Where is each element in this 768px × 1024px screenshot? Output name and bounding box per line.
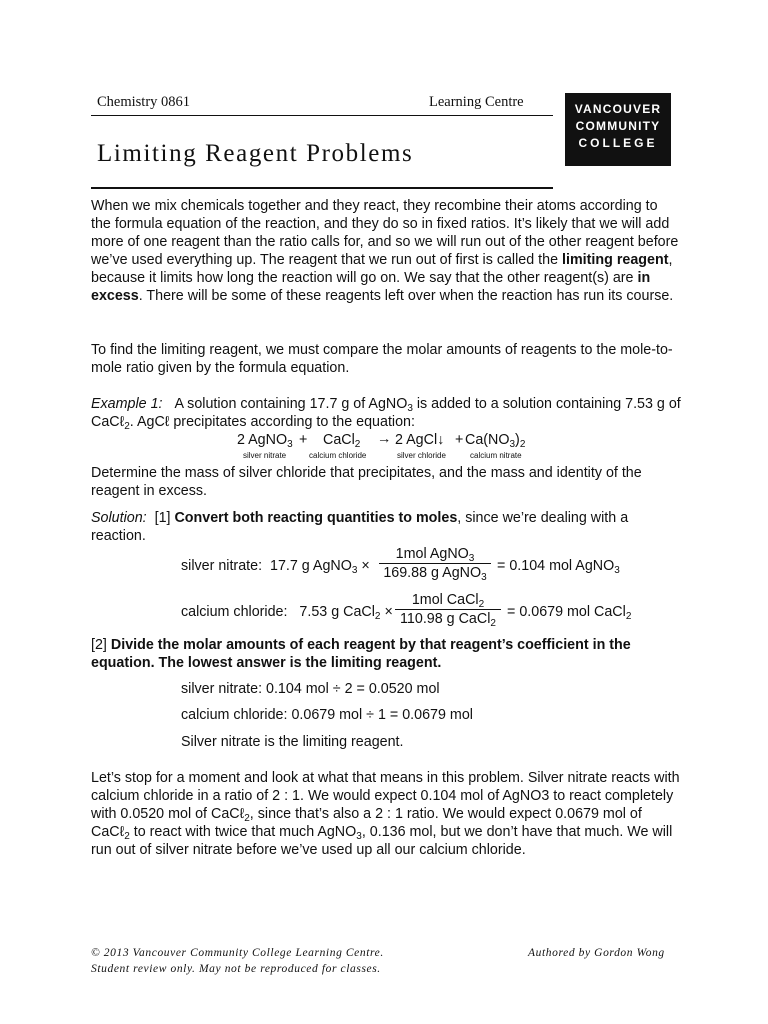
eq-product-2	[465, 432, 525, 448]
conv2-times: ×	[384, 604, 393, 620]
conv1-den: 169.88 g AgNO	[383, 565, 482, 581]
conv2-num: 1mol CaCl	[411, 592, 479, 608]
footer-copyright: © 2013 Vancouver Community College Learning Centre.	[91, 947, 384, 959]
logo-line-3: COLLEGE	[578, 136, 658, 150]
eq-r2: CaCl	[323, 432, 355, 448]
intro-paragraph	[91, 197, 681, 305]
eq-p2-close: )	[515, 432, 520, 448]
method-paragraph: To find the limiting reagent, we must compare the molar amounts of reagents to the mole-to-mole ratio given by the formula equation.	[91, 342, 673, 376]
division-silver-nitrate: silver nitrate: 0.104 mol ÷ 2 = 0.0520 mol	[181, 681, 440, 697]
eq-plus-2: +	[455, 432, 464, 448]
eq-r1: 2 AgNO	[237, 432, 288, 448]
solution-step-2	[91, 636, 681, 672]
conv2-result	[507, 603, 631, 621]
conv1-num: 1mol AgNO	[395, 546, 469, 562]
eq-reactant-2	[323, 432, 360, 448]
conversion-calcium-chloride	[181, 591, 661, 635]
eq-arrow: →	[377, 431, 392, 447]
conv1-amount-sub: 3	[351, 565, 358, 576]
conv1-times: ×	[361, 558, 370, 574]
example-sub-2: 2	[124, 421, 130, 432]
conv2-result-text: = 0.0679 mol CaCl	[507, 604, 626, 620]
precipitate-arrow: ↓	[437, 432, 445, 448]
eq-label-calcium-nitrate: calcium nitrate	[470, 451, 522, 460]
eq-r2-sub: 2	[354, 439, 361, 450]
conv1-amount: 17.7 g AgNO	[270, 558, 352, 574]
eq-r1-sub: 3	[287, 439, 293, 450]
example-question: Determine the mass of silver chloride that precipitates, and the mass and identity of the reagent in excess.	[91, 465, 642, 499]
eq-label-silver-nitrate: silver nitrate	[243, 451, 287, 460]
solution-label: Solution:	[91, 510, 147, 526]
centre-name: Learning Centre	[429, 94, 524, 110]
conv1-den-sub: 3	[481, 572, 487, 583]
limiting-reagent-conclusion: Silver nitrate is the limiting reagent.	[181, 734, 404, 750]
conv1-result-sub: 3	[614, 565, 620, 576]
step-1-number: [1]	[154, 510, 171, 526]
conv2-den: 110.98 g CaCl	[400, 611, 491, 627]
eq-reactant-1	[237, 432, 293, 448]
conv2-label-group	[181, 603, 393, 621]
discussion-sub-c: 3	[356, 831, 362, 842]
reaction-equation	[237, 432, 577, 462]
conv2-num-sub: 2	[478, 599, 485, 610]
conv1-result	[497, 557, 620, 575]
intro-text-a: When we mix chemicals together and they react, they recombine their atoms according to the formula equation of the reaction, and they do so in fixed ratios. It’s likely that we will add more of one reagent than the ratio calls for, and so we will run out of the other reagent before we’ve used everything up. The reagent that we run out of first is called the	[91, 198, 679, 268]
division-calcium-chloride: calcium chloride: 0.0679 mol ÷ 1 = 0.0679 mol	[181, 707, 473, 723]
eq-p2: Ca(NO	[465, 432, 510, 448]
conv2-fraction	[395, 591, 501, 628]
step-2-number: [2]	[91, 637, 107, 653]
conv1-result-text: = 0.104 mol AgNO	[497, 558, 615, 574]
discussion-sub-b: 2	[124, 831, 130, 842]
footer-author: Authored by Gordon Wong	[528, 947, 665, 959]
conv2-label: calcium chloride:	[181, 604, 288, 620]
term-in-excess: in excess	[91, 270, 651, 304]
logo-line-1: VANCOUVER	[574, 102, 662, 116]
course-name: Chemistry 0861	[97, 94, 191, 110]
eq-label-silver-chloride: silver chloride	[397, 451, 446, 460]
eq-p2-sub2: 2	[519, 439, 526, 450]
conv1-numerator	[379, 545, 491, 563]
discussion-sub-a: 2	[244, 813, 250, 824]
conv1-label-group	[181, 557, 370, 575]
college-logo	[565, 93, 671, 166]
footer-review-notice: Student review only. May not be reproduced for classes.	[91, 963, 381, 975]
discussion-text-a: Let’s stop for a moment and look at what that means in this problem. Silver nitrate reacts with calcium chloride in a ratio of 2 : 1. We would expect 0.104 mol of AgNO3 to react completely with 0.0520 mol of CaCℓ	[91, 770, 680, 822]
conv1-num-sub: 3	[468, 553, 475, 564]
discussion-text-c: to react with twice that much AgNO	[129, 824, 357, 840]
eq-p2-sub1: 3	[509, 439, 516, 450]
conv1-denominator	[379, 563, 491, 582]
intro-text-c: . There will be some of these reagents left over when the reaction has run its course.	[138, 288, 674, 304]
conv2-amount: 7.53 g CaCl	[299, 604, 375, 620]
conversion-silver-nitrate	[181, 545, 661, 589]
discussion-text-b: , since that’s also a 2 : 1 ratio. We would expect 0.0679 mol of CaCℓ	[91, 806, 642, 840]
conv2-result-sub: 2	[625, 611, 632, 622]
conv2-denominator	[395, 609, 501, 628]
eq-p1: 2 AgCl	[395, 432, 438, 448]
conv1-fraction	[379, 545, 491, 582]
step-1-heading: Convert both reacting quantities to moles	[174, 510, 458, 526]
example-text-3: . AgCℓ precipitates according to the equation:	[129, 414, 415, 430]
example-text-1: A solution containing 17.7 g of AgNO	[174, 396, 408, 412]
conv2-amount-sub: 2	[374, 611, 381, 622]
discussion-paragraph	[91, 769, 681, 859]
intro-text-b: , because it limits how long the reaction will go on. We say that the other reagent(s) are	[91, 252, 673, 286]
conv2-den-sub: 2	[490, 618, 496, 629]
header-rule-top	[91, 115, 553, 116]
conv2-numerator	[395, 591, 501, 609]
discussion-text-d: , 0.136 mol, but we don’t have that much. We will run out of silver nitrate before we’ve used up all our calcium chloride.	[91, 824, 673, 858]
solution-step-1	[91, 509, 681, 545]
eq-product-1	[395, 432, 444, 448]
header-rule-bottom	[91, 187, 553, 189]
step-1-text: , since we’re dealing with a reaction.	[91, 510, 629, 544]
page-title: Limiting Reagent Problems	[97, 140, 414, 167]
term-limiting-reagent: limiting reagent	[562, 252, 669, 268]
example-text-2: is added to a solution containing 7.53 g of CaCℓ	[91, 396, 681, 430]
example-label: Example 1:	[91, 396, 163, 412]
example-sub-1: 3	[407, 403, 413, 414]
logo-line-2: COMMUNITY	[575, 119, 661, 133]
conv1-label: silver nitrate:	[181, 558, 263, 574]
example-statement	[91, 395, 681, 431]
eq-label-calcium-chloride: calcium chloride	[309, 451, 367, 460]
eq-plus-1: +	[299, 432, 308, 448]
step-2-heading: Divide the molar amounts of each reagent by that reagent’s coefficient in the equation. The lowest answer is the limiting reagent.	[91, 637, 631, 671]
